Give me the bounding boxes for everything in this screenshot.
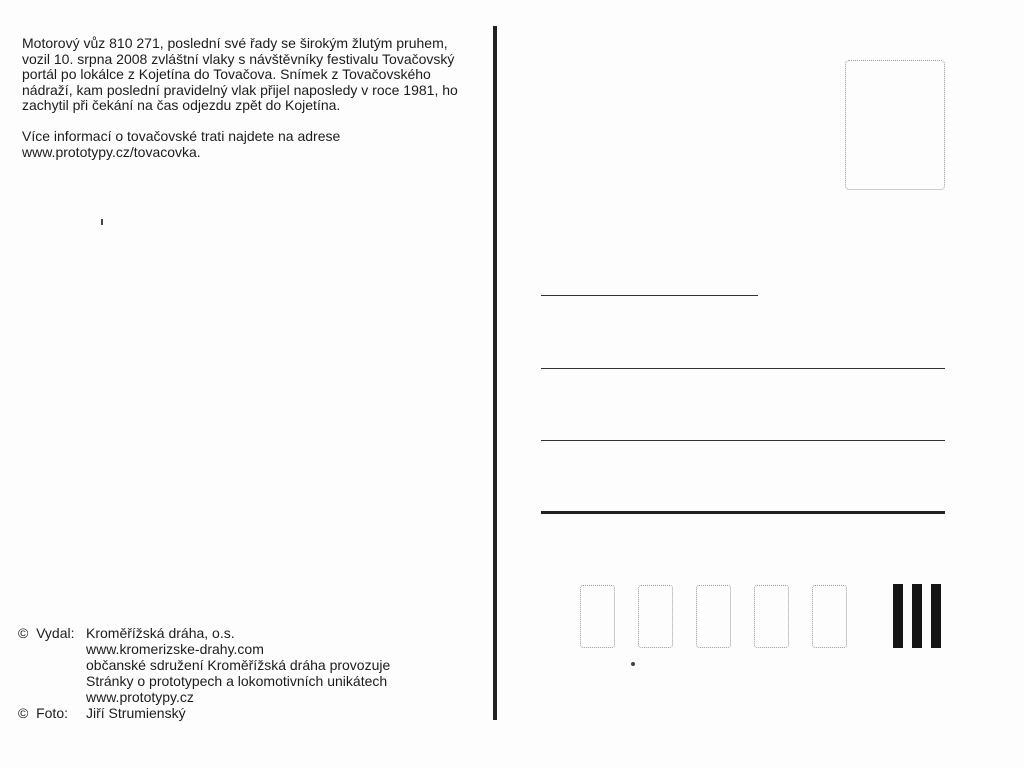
publisher-website: www.kromerizske-drahy.com	[86, 641, 264, 657]
publisher-name: Kroměřížská dráha, o.s.	[86, 625, 235, 641]
publisher-credit	[18, 625, 390, 705]
barcode-bar	[893, 584, 903, 648]
photo-credit	[18, 705, 390, 721]
photographer-name: Jiří Strumienský	[86, 705, 186, 721]
postal-code-box	[812, 585, 847, 648]
postal-code-box	[580, 585, 615, 648]
prototypy-website: www.prototypy.cz	[86, 689, 194, 705]
photo-label: © Foto:	[18, 705, 68, 721]
center-divider	[493, 26, 497, 720]
barcode-bar	[912, 584, 922, 648]
address-line	[541, 440, 945, 441]
postal-code-box	[638, 585, 673, 648]
address-line-short	[541, 295, 758, 296]
postal-code-box	[696, 585, 731, 648]
barcode-bar	[931, 584, 941, 648]
publisher-info-line: Stránky o prototypech a lokomotivních unikátech	[86, 673, 388, 689]
address-line	[541, 368, 945, 369]
print-speck	[631, 662, 635, 666]
photo-description	[22, 36, 462, 175]
publisher-info-line: občanské sdružení Kroměřížská dráha provozuje	[86, 657, 391, 673]
description-paragraph-2: Více informací o tovačovské trati najdete na adrese www.prototypy.cz/tovacovka.	[22, 127, 341, 160]
print-speck	[101, 219, 103, 225]
credits-block	[18, 625, 390, 721]
description-paragraph-1: Motorový vůz 810 271, poslední své řady se širokým žlutým pruhem, vozil 10. srpna 2008 zvláštní vlaky s návštěvníky festivalu Tovačovský portál po lokálce z Kojetína do Tovačova. Snímek z Tovačovského nádraží, kam poslední pravidelný vlak přijel naposledy v roce 1981, ho zachytil při čekání na čas odjezdu zpět do Kojetína.	[22, 35, 458, 114]
address-line-bold	[541, 511, 945, 514]
publisher-label: © Vydal:	[18, 625, 75, 641]
postal-code-box	[754, 585, 789, 648]
stamp-box	[845, 60, 945, 190]
